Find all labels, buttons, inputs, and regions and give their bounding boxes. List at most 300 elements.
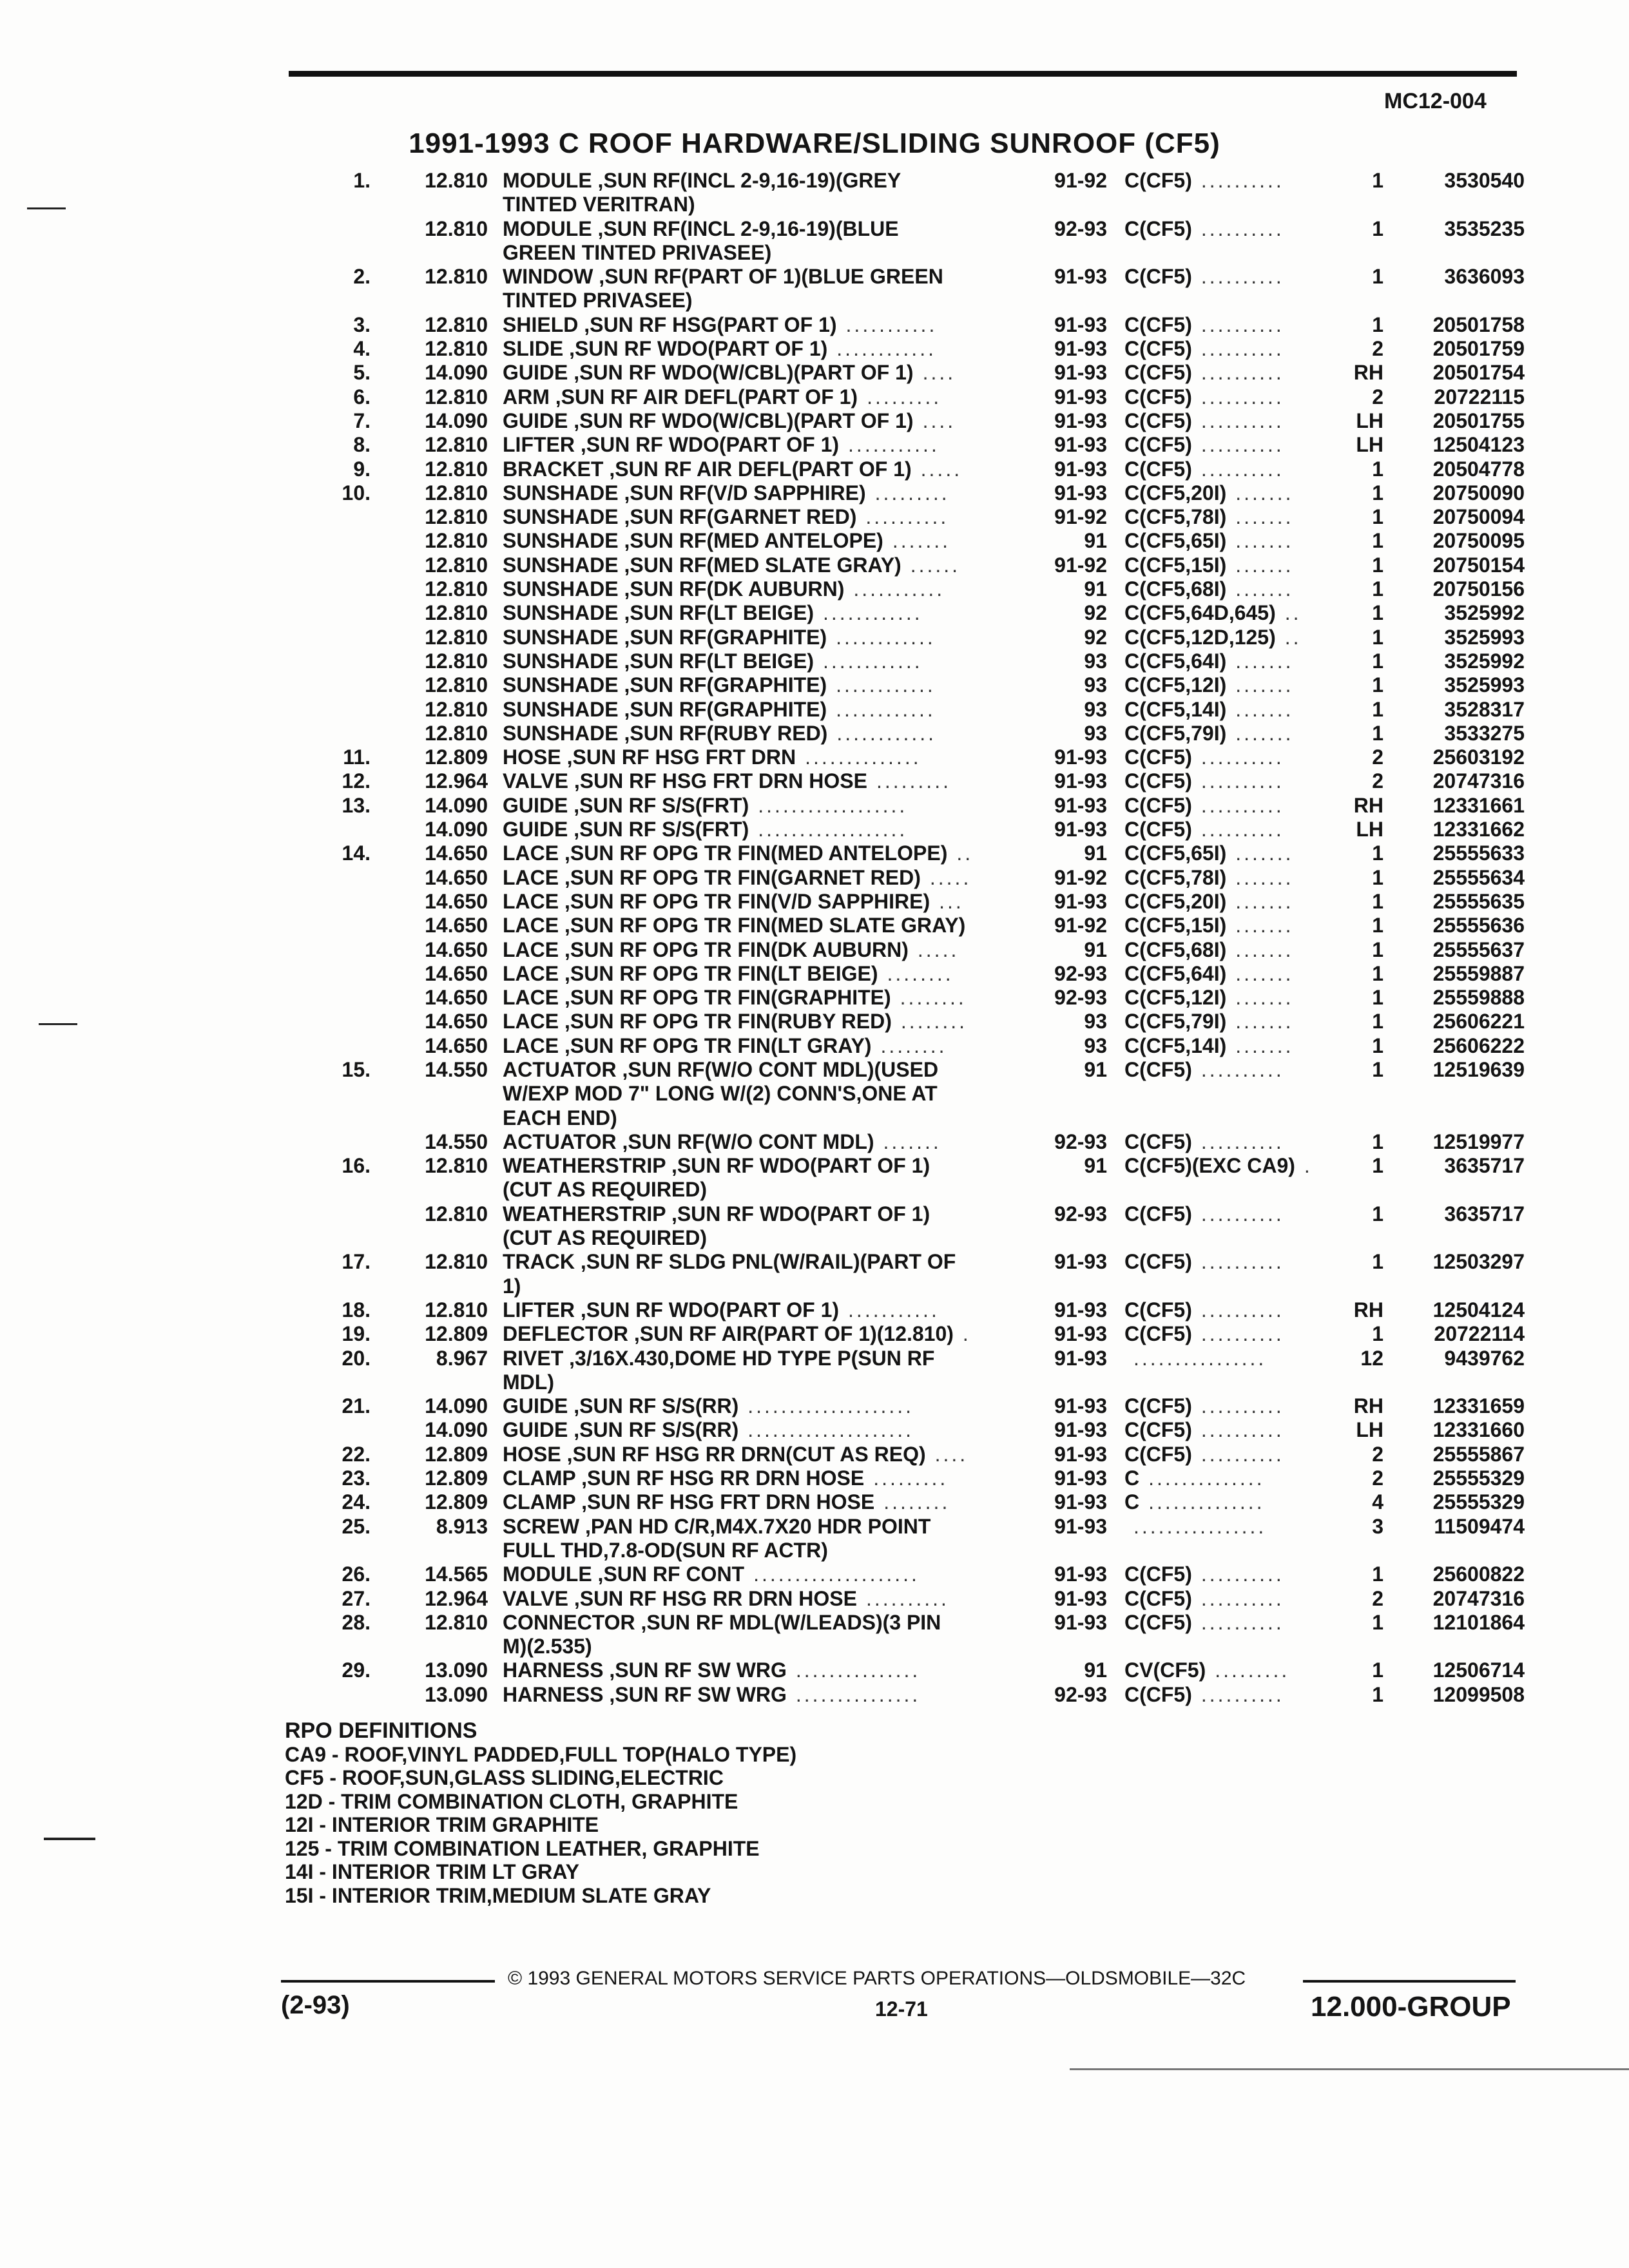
item-number: 19. (342, 1322, 371, 1346)
leader-dots: ....... (892, 529, 951, 553)
usage-code (1124, 1562, 1284, 1586)
usage-text: C(CF5,68I) (1124, 577, 1227, 601)
parts-row (0, 505, 1629, 529)
part-number: 25559887 (1432, 961, 1525, 985)
usage-code (1124, 529, 1293, 553)
usage-code (1124, 866, 1293, 890)
part-description (503, 649, 923, 673)
usage-code (1124, 1466, 1265, 1490)
part-number: 20747316 (1432, 1586, 1525, 1610)
model-years: 91 (1084, 1057, 1107, 1081)
item-number: 5. (353, 361, 371, 385)
parts-row (0, 577, 1629, 601)
model-years: 91-93 (1054, 889, 1107, 913)
description-text: SUNSHADE ,SUN RF(DK AUBURN) (503, 577, 845, 601)
part-description (503, 1539, 837, 1562)
description-text: MODULE ,SUN RF CONT (503, 1562, 745, 1586)
description-text: LIFTER ,SUN RF WDO(PART OF 1) (503, 1298, 840, 1321)
leader-dots: .. (1284, 625, 1302, 649)
group-number: 12.809 (425, 1466, 488, 1490)
part-number: 25603192 (1432, 745, 1525, 769)
usage-text: C(CF5,15I) (1124, 914, 1227, 937)
description-text: CLAMP ,SUN RF HSG FRT DRN HOSE (503, 1490, 875, 1514)
leader-dots: ............ (822, 601, 923, 625)
model-years: 91-92 (1054, 553, 1107, 577)
usage-text: C(CF5,12I) (1124, 986, 1227, 1010)
leader-dots: ...... (910, 553, 961, 577)
description-text: 1) (503, 1274, 521, 1298)
part-description (503, 1515, 940, 1539)
parts-row (0, 986, 1629, 1010)
usage-text: C(CF5) (1124, 169, 1192, 192)
quantity: 1 (1372, 1010, 1383, 1033)
quantity: 1 (1372, 505, 1383, 529)
model-years: 91-93 (1054, 457, 1107, 481)
rpo-item: CA9 - ROOF,VINYL PADDED,FULL TOP(HALO TYPE) (285, 1742, 797, 1766)
usage-text: C(CF5) (1124, 408, 1192, 432)
item-number: 18. (342, 1298, 371, 1321)
part-description (503, 1347, 943, 1370)
part-number: 20501759 (1432, 337, 1525, 361)
quantity: 1 (1372, 937, 1383, 961)
usage-code (1124, 962, 1293, 986)
parts-row (0, 673, 1629, 697)
description-text: LACE ,SUN RF OPG TR FIN(GARNET RED) (503, 865, 921, 889)
model-years: 91 (1084, 577, 1107, 601)
description-text: LACE ,SUN RF OPG TR FIN(LT BEIGE) (503, 961, 878, 985)
part-number: 20501754 (1432, 361, 1525, 385)
part-description (503, 626, 936, 649)
usage-code (1124, 1490, 1265, 1514)
leader-dots: .......... (1200, 769, 1284, 793)
description-text: (CUT AS REQUIRED) (503, 1178, 708, 1202)
description-text: WEATHERSTRIP ,SUN RF WDO(PART OF 1) (503, 1202, 930, 1225)
description-text: (CUT AS REQUIRED) (503, 1226, 708, 1250)
usage-text: C(CF5) (1124, 1586, 1192, 1610)
description-text: VALVE ,SUN RF HSG RR DRN HOSE (503, 1586, 857, 1610)
quantity: 1 (1372, 457, 1383, 481)
usage-text: C(CF5,14I) (1124, 1033, 1227, 1057)
leader-dots: ........... (845, 312, 938, 336)
part-number: 3533275 (1444, 721, 1525, 745)
leader-dots: .......... (1200, 361, 1284, 385)
model-years: 92 (1084, 601, 1107, 625)
quantity: 2 (1372, 1442, 1383, 1466)
part-number: 20750090 (1432, 481, 1525, 505)
quantity: 1 (1372, 312, 1383, 336)
quantity: RH (1353, 793, 1383, 817)
group-number: 12.810 (425, 721, 488, 745)
model-years: 91-93 (1054, 1418, 1107, 1442)
usage-text: C(CF5,79I) (1124, 1010, 1227, 1033)
leader-dots: ......... (874, 481, 950, 505)
usage-text: C(CF5) (1124, 1298, 1192, 1321)
model-years: 91-93 (1054, 385, 1107, 408)
group-number: 14.650 (425, 961, 488, 985)
parts-row (0, 1490, 1629, 1514)
description-text: SCREW ,PAN HD C/R,M4X.7X20 HDR POINT (503, 1514, 931, 1538)
parts-row (0, 265, 1629, 289)
leader-dots: ........... (853, 577, 945, 601)
quantity: RH (1353, 1298, 1383, 1321)
description-text: SUNSHADE ,SUN RF(LT BEIGE) (503, 601, 814, 625)
item-number: 22. (342, 1442, 371, 1466)
rpo-item: CF5 - ROOF,SUN,GLASS SLIDING,ELECTRIC (285, 1766, 724, 1789)
leader-dots: .......... (1200, 818, 1284, 841)
quantity: 1 (1372, 625, 1383, 649)
usage-text: C(CF5) (1124, 433, 1192, 457)
description-text: SUNSHADE ,SUN RF(GRAPHITE) (503, 697, 827, 721)
group-number: 13.090 (425, 1682, 488, 1706)
part-number: 12099508 (1432, 1682, 1525, 1706)
model-years: 91-92 (1054, 169, 1107, 192)
usage-text: C(CF5,78I) (1124, 865, 1227, 889)
group-number: 12.810 (425, 457, 488, 481)
leader-dots: .. (956, 841, 974, 865)
parts-row (0, 457, 1629, 481)
usage-code (1124, 794, 1284, 818)
usage-text: C(CF5,15I) (1124, 553, 1227, 577)
parts-row (0, 1082, 1629, 1106)
part-description (503, 217, 908, 241)
quantity: 1 (1372, 673, 1383, 697)
group-number: 12.810 (425, 169, 488, 192)
leader-dots: .................... (747, 1394, 914, 1418)
model-years: 93 (1084, 721, 1107, 745)
footer-group: 12.000-GROUP (1311, 1991, 1511, 2023)
leader-dots: .......... (1200, 1057, 1284, 1081)
leader-dots: .......... (1200, 457, 1284, 481)
parts-row (0, 1274, 1629, 1298)
rpo-definitions (285, 1719, 796, 1907)
usage-text: CV(CF5) (1124, 1658, 1206, 1682)
group-number: 14.650 (425, 986, 488, 1010)
usage-code (1124, 649, 1293, 673)
leader-dots: ....... (1235, 553, 1294, 577)
model-years: 91-93 (1054, 408, 1107, 432)
model-years: 91-93 (1054, 1490, 1107, 1514)
usage-code (1124, 938, 1293, 962)
description-text: RIVET ,3/16X.430,DOME HD TYPE P(SUN RF (503, 1346, 935, 1370)
part-description (503, 1683, 920, 1707)
usage-text: C(CF5) (1124, 1202, 1192, 1225)
group-number: 13.090 (425, 1658, 488, 1682)
parts-row (0, 722, 1629, 745)
part-description (503, 289, 702, 312)
usage-code (1124, 1130, 1284, 1154)
leader-dots: ....... (1235, 1033, 1294, 1057)
part-number: 12519639 (1432, 1057, 1525, 1081)
group-number: 12.809 (425, 745, 488, 769)
usage-text: C(CF5) (1124, 1394, 1192, 1418)
leader-dots: ....... (1235, 1010, 1294, 1033)
usage-text: C(CF5) (1124, 1562, 1192, 1586)
part-number: 25559888 (1432, 986, 1525, 1010)
usage-text: C(CF5)(EXC CA9) (1124, 1154, 1295, 1178)
usage-text: C(CF5) (1124, 1682, 1192, 1706)
usage-code (1124, 457, 1284, 481)
group-number: 14.650 (425, 1010, 488, 1033)
model-years: 91-92 (1054, 505, 1107, 529)
parts-row (0, 626, 1629, 649)
leader-dots: .......... (1200, 216, 1284, 240)
part-description (503, 1587, 949, 1611)
leader-dots: ........ (900, 986, 967, 1010)
parts-row (0, 1466, 1629, 1490)
quantity: 12 (1360, 1346, 1383, 1370)
part-description (503, 337, 936, 361)
parts-row (0, 1298, 1629, 1322)
part-description (503, 914, 974, 937)
group-number: 14.090 (425, 408, 488, 432)
leader-dots: ..... (929, 865, 972, 889)
leader-dots: .................... (747, 1418, 914, 1442)
parts-row (0, 1370, 1629, 1394)
part-number: 25555329 (1432, 1490, 1525, 1514)
parts-row (0, 601, 1629, 625)
parts-row (0, 553, 1629, 577)
description-text: HARNESS ,SUN RF SW WRG (503, 1658, 787, 1682)
parts-row (0, 1394, 1629, 1418)
quantity: 1 (1372, 986, 1383, 1010)
parts-row (0, 1106, 1629, 1130)
group-number: 12.964 (425, 1586, 488, 1610)
item-number: 13. (342, 793, 371, 817)
quantity: 1 (1372, 169, 1383, 192)
quantity: 1 (1372, 961, 1383, 985)
leader-dots: ....... (1235, 986, 1294, 1010)
model-years: 91-93 (1054, 312, 1107, 336)
usage-text: C(CF5,65I) (1124, 529, 1227, 553)
part-number: 11509474 (1434, 1514, 1525, 1538)
description-text: CLAMP ,SUN RF HSG RR DRN HOSE (503, 1466, 865, 1490)
leader-dots: .......... (1200, 1394, 1284, 1418)
group-number: 12.810 (425, 505, 488, 529)
group-number: 14.090 (425, 793, 488, 817)
quantity: 1 (1372, 1129, 1383, 1153)
usage-code (1124, 698, 1293, 722)
description-text: DEFLECTOR ,SUN RF AIR(PART OF 1)(12.810) (503, 1322, 954, 1346)
usage-text: C(CF5) (1124, 1250, 1192, 1274)
part-description (503, 433, 940, 457)
part-description (503, 1394, 914, 1418)
part-description (503, 529, 950, 553)
usage-code (1124, 1058, 1284, 1082)
model-years: 91-93 (1054, 1586, 1107, 1610)
item-number: 12. (342, 769, 371, 793)
leader-dots: ....... (883, 1129, 941, 1153)
parts-row (0, 433, 1629, 457)
part-description (503, 1106, 626, 1130)
leader-dots: .......... (1200, 385, 1284, 408)
quantity: 1 (1372, 1322, 1383, 1346)
usage-code (1124, 1274, 1133, 1298)
description-text: WINDOW ,SUN RF(PART OF 1)(BLUE GREEN (503, 265, 943, 289)
group-number: 12.810 (425, 481, 488, 505)
part-description (503, 1562, 920, 1586)
usage-code (1124, 1202, 1284, 1226)
parts-row (0, 1250, 1629, 1274)
usage-text: C(CF5) (1124, 337, 1192, 361)
part-description (503, 601, 923, 625)
leader-dots: .................. (758, 818, 908, 841)
description-text: MODULE ,SUN RF(INCL 2-9,16-19)(BLUE (503, 216, 899, 240)
part-description (503, 1611, 950, 1635)
model-years: 92-93 (1054, 1129, 1107, 1153)
part-description (503, 1466, 948, 1490)
description-text: VALVE ,SUN RF HSG FRT DRN HOSE (503, 769, 867, 793)
leader-dots: ......... (1215, 1658, 1290, 1682)
usage-code (1124, 986, 1293, 1010)
item-number: 29. (342, 1658, 371, 1682)
part-description (503, 722, 936, 745)
usage-code (1124, 385, 1284, 409)
part-description (503, 1635, 601, 1658)
usage-code (1124, 769, 1284, 793)
usage-code (1124, 1418, 1284, 1442)
part-description (503, 265, 952, 289)
part-number: 12504123 (1432, 433, 1525, 457)
part-description (503, 553, 960, 577)
quantity: 1 (1372, 1682, 1383, 1706)
usage-code (1124, 1226, 1133, 1250)
model-years: 91 (1084, 937, 1107, 961)
group-number: 12.810 (425, 433, 488, 457)
usage-code (1124, 553, 1293, 577)
usage-text: C(CF5) (1124, 1418, 1192, 1442)
model-years: 91-92 (1054, 865, 1107, 889)
usage-code (1124, 1106, 1133, 1130)
usage-code (1124, 1322, 1284, 1346)
usage-text: C(CF5,12D,125) (1124, 625, 1276, 649)
quantity: 1 (1372, 841, 1383, 865)
description-text: LACE ,SUN RF OPG TR FIN(DK AUBURN) (503, 937, 909, 961)
leader-dots: .................. (758, 793, 908, 817)
description-text: SUNSHADE ,SUN RF(MED SLATE GRAY) (503, 553, 901, 577)
part-description (503, 698, 936, 722)
group-number: 12.810 (425, 697, 488, 721)
usage-text: C(CF5,14I) (1124, 697, 1227, 721)
part-number: 12331660 (1432, 1418, 1525, 1442)
leader-dots: ....... (1235, 481, 1294, 505)
part-number: 20750094 (1432, 505, 1525, 529)
description-text: WEATHERSTRIP ,SUN RF WDO(PART OF 1) (503, 1154, 930, 1178)
part-number: 20750095 (1432, 529, 1525, 553)
usage-code (1124, 914, 1293, 937)
leader-dots: ....... (1235, 721, 1294, 745)
part-description (503, 193, 704, 216)
quantity: 1 (1372, 697, 1383, 721)
leader-dots: .......... (865, 1586, 949, 1610)
group-number: 12.810 (425, 312, 488, 336)
part-number: 12331659 (1432, 1394, 1525, 1418)
part-number: 3525993 (1444, 673, 1525, 697)
description-text: SHIELD ,SUN RF HSG(PART OF 1) (503, 312, 837, 336)
part-number: 20501755 (1432, 408, 1525, 432)
leader-dots: ....... (1235, 577, 1294, 601)
part-description (503, 505, 949, 529)
leader-dots: ............... (795, 1658, 921, 1682)
rpo-item: 14I - INTERIOR TRIM LT GRAY (285, 1860, 579, 1883)
quantity: RH (1353, 1394, 1383, 1418)
group-number: 8.967 (436, 1346, 488, 1370)
group-number: 8.913 (436, 1514, 488, 1538)
group-number: 12.810 (425, 553, 488, 577)
part-description (503, 577, 945, 601)
part-description (503, 1370, 563, 1394)
model-years: 92-93 (1054, 1202, 1107, 1225)
usage-text: C(CF5) (1124, 216, 1192, 240)
leader-dots: .............. (805, 745, 921, 769)
leader-dots: ....... (1235, 841, 1294, 865)
part-description (503, 1154, 939, 1178)
usage-code (1124, 1034, 1293, 1058)
parts-row (0, 289, 1629, 312)
description-text: SLIDE ,SUN RF WDO(PART OF 1) (503, 337, 828, 361)
group-number: 14.550 (425, 1129, 488, 1153)
usage-code (1124, 673, 1293, 697)
parts-row (0, 313, 1629, 337)
part-number: 25555637 (1432, 937, 1525, 961)
usage-code (1124, 169, 1284, 193)
usage-text: C(CF5) (1124, 1322, 1192, 1346)
leader-dots: .... (922, 408, 956, 432)
leader-dots: ............ (822, 649, 923, 673)
group-number: 12.809 (425, 1442, 488, 1466)
page-code: MC12-004 (1384, 89, 1487, 113)
part-number: 12503297 (1432, 1250, 1525, 1274)
part-number: 25555635 (1432, 889, 1525, 913)
description-text: GREEN TINTED PRIVASEE) (503, 240, 772, 264)
part-description (503, 1010, 967, 1033)
part-description (503, 1418, 914, 1442)
parts-row (0, 1562, 1629, 1586)
usage-code (1124, 313, 1284, 337)
parts-row (0, 1322, 1629, 1346)
usage-text: C(CF5) (1124, 1129, 1192, 1153)
part-description (503, 457, 962, 481)
parts-row (0, 1058, 1629, 1082)
group-number: 12.810 (425, 625, 488, 649)
leader-dots: ......... (867, 385, 942, 408)
usage-code (1124, 1250, 1284, 1274)
part-description (503, 962, 954, 986)
model-years: 93 (1084, 1010, 1107, 1033)
description-text: LACE ,SUN RF OPG TR FIN(V/D SAPPHIRE) (503, 889, 930, 913)
model-years: 91 (1084, 841, 1107, 865)
part-number: 25555867 (1432, 1442, 1525, 1466)
model-years: 91-93 (1054, 793, 1107, 817)
model-years: 93 (1084, 1033, 1107, 1057)
quantity: 1 (1372, 1154, 1383, 1178)
model-years: 91 (1084, 1658, 1107, 1682)
leader-dots: .......... (1200, 1202, 1284, 1225)
description-text: LACE ,SUN RF OPG TR FIN(MED SLATE GRAY) (503, 914, 966, 937)
usage-code (1124, 577, 1293, 601)
item-number: 11. (343, 745, 371, 769)
quantity: 1 (1372, 1562, 1383, 1586)
leader-dots: .......... (1200, 1418, 1284, 1442)
part-description (503, 385, 941, 409)
part-description (503, 1298, 940, 1322)
parts-row (0, 769, 1629, 793)
model-years: 91-93 (1054, 1514, 1107, 1538)
leader-dots: ....... (1235, 529, 1294, 553)
leader-dots: .............. (1148, 1490, 1265, 1514)
part-description (503, 1058, 947, 1082)
part-number: 12331662 (1432, 818, 1525, 841)
rpo-item: 15I - INTERIOR TRIM,MEDIUM SLATE GRAY (285, 1883, 711, 1907)
